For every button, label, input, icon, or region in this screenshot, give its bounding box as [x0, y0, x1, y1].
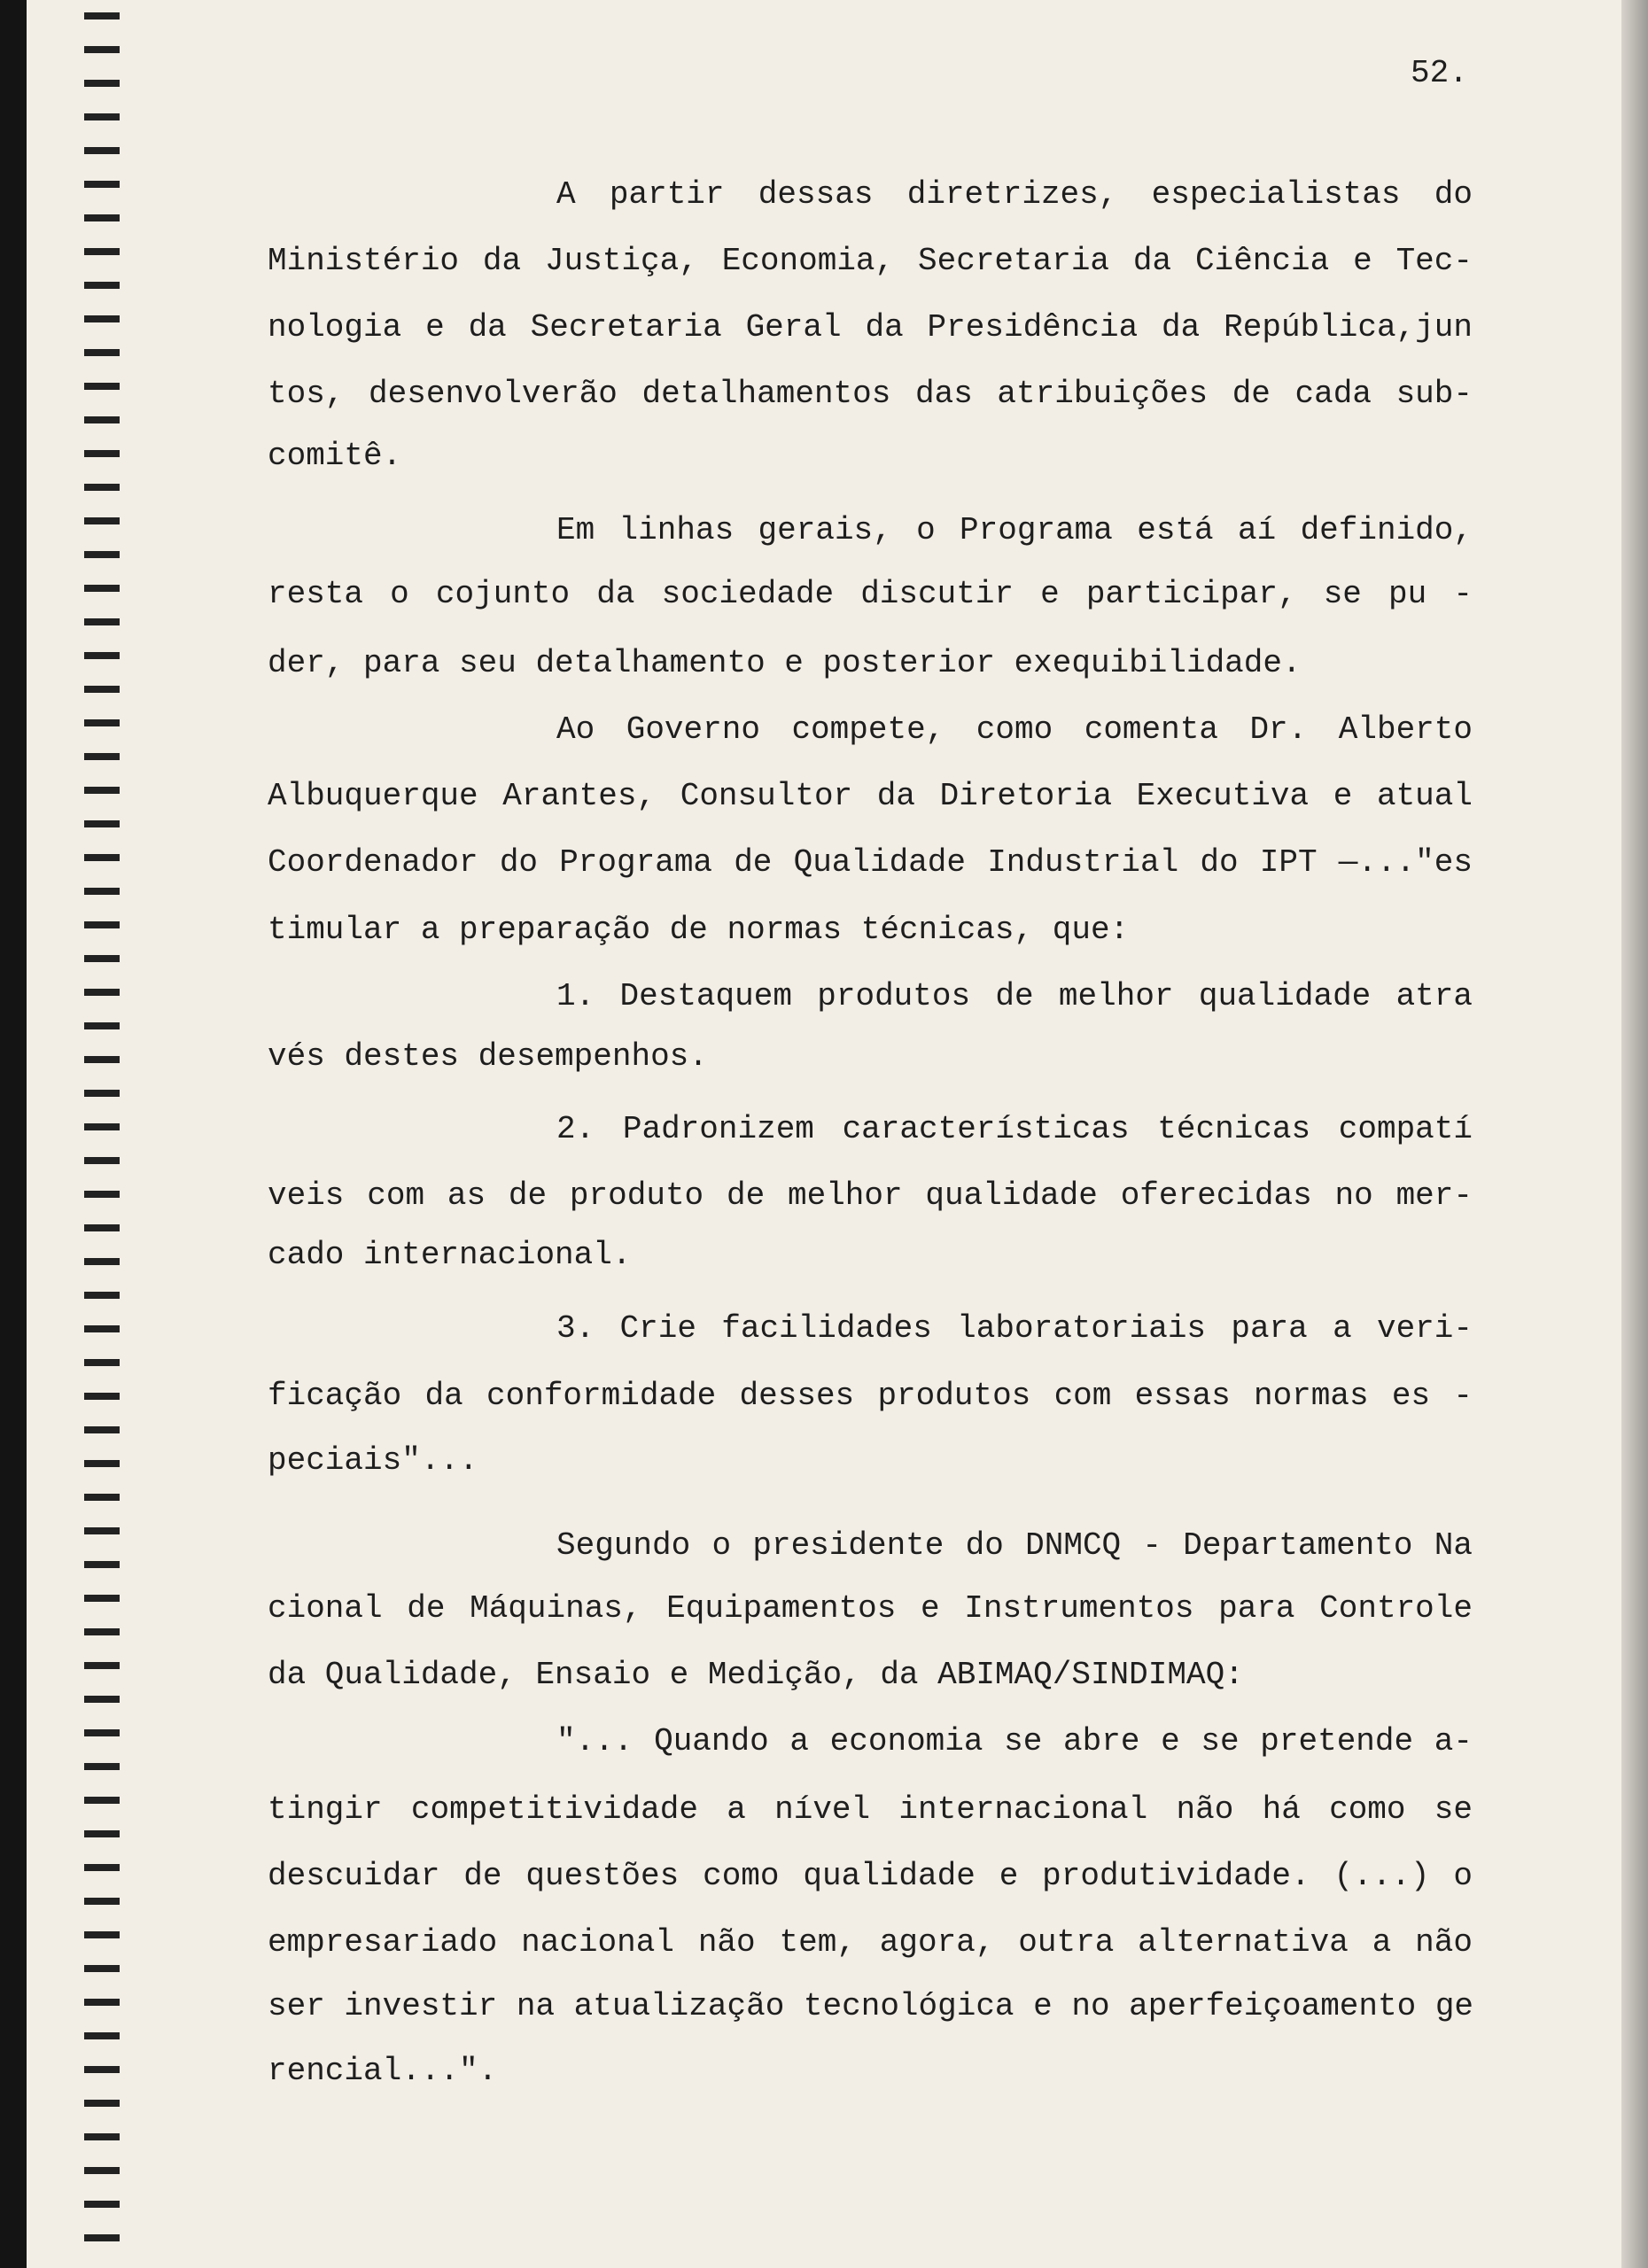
text-line: veis com as de produto de melhor qualidade oferecidas no mer- — [268, 1177, 1473, 1214]
text-line: rencial...". — [268, 2053, 498, 2089]
text-line: ficação da conformidade desses produtos com essas normas es - — [268, 1378, 1473, 1414]
paragraph-first-line: 3. Crie facilidades laboratoriais para a veri- — [556, 1310, 1473, 1347]
paragraph-first-line: A partir dessas diretrizes, especialistas do — [556, 176, 1473, 213]
text-line: Ministério da Justiça, Economia, Secretaria da Ciência e Tec- — [268, 243, 1473, 279]
text-line: da Qualidade, Ensaio e Medição, da ABIMAQ/SINDIMAQ: — [268, 1657, 1244, 1693]
paragraph-first-line: Segundo o presidente do DNMCQ - Departamento Na — [556, 1527, 1473, 1564]
paragraph-first-line: 2. Padronizem características técnicas compatí — [556, 1111, 1473, 1147]
text-line: comitê. — [268, 438, 402, 474]
paragraph-first-line: Ao Governo compete, como comenta Dr. Alberto — [556, 711, 1473, 748]
spiral-binding — [0, 0, 120, 2268]
text-line: tingir competitividade a nível internacional não há como se — [268, 1791, 1473, 1828]
text-line: cional de Máquinas, Equipamentos e Instrumentos para Controle — [268, 1590, 1473, 1627]
text-line: tos, desenvolverão detalhamentos das atribuições de cada sub- — [268, 376, 1473, 412]
paragraph-first-line: Em linhas gerais, o Programa está aí definido, — [556, 512, 1473, 548]
text-line: ser investir na atualização tecnológica e no aperfeiçoamento ge — [268, 1988, 1474, 2024]
text-line: peciais"... — [268, 1442, 478, 1479]
paragraph-first-line: 1. Destaquem produtos de melhor qualidade atra — [556, 978, 1473, 1014]
text-line: Albuquerque Arantes, Consultor da Diretoria Executiva e atual — [268, 778, 1473, 814]
paragraph-first-line: "... Quando a economia se abre e se pretende a- — [556, 1723, 1473, 1759]
text-line: descuidar de questões como qualidade e produtividade. (...) o — [268, 1858, 1473, 1894]
text-line: resta o cojunto da sociedade discutir e participar, se pu - — [268, 576, 1473, 612]
page-edge — [1621, 0, 1648, 2268]
text-line: timular a preparação de normas técnicas, que: — [268, 912, 1130, 948]
text-line: der, para seu detalhamento e posterior exequibilidade. — [268, 645, 1302, 681]
text-line: nologia e da Secretaria Geral da Presidência da República,jun — [268, 309, 1473, 346]
text-line: empresariado nacional não tem, agora, outra alternativa a não — [268, 1924, 1473, 1961]
text-line: vés destes desempenhos. — [268, 1038, 708, 1075]
text-line: Coordenador do Programa de Qualidade Industrial do IPT —..."es — [268, 844, 1473, 881]
text-line: cado internacional. — [268, 1237, 632, 1273]
page-number: 52. — [1411, 55, 1468, 91]
